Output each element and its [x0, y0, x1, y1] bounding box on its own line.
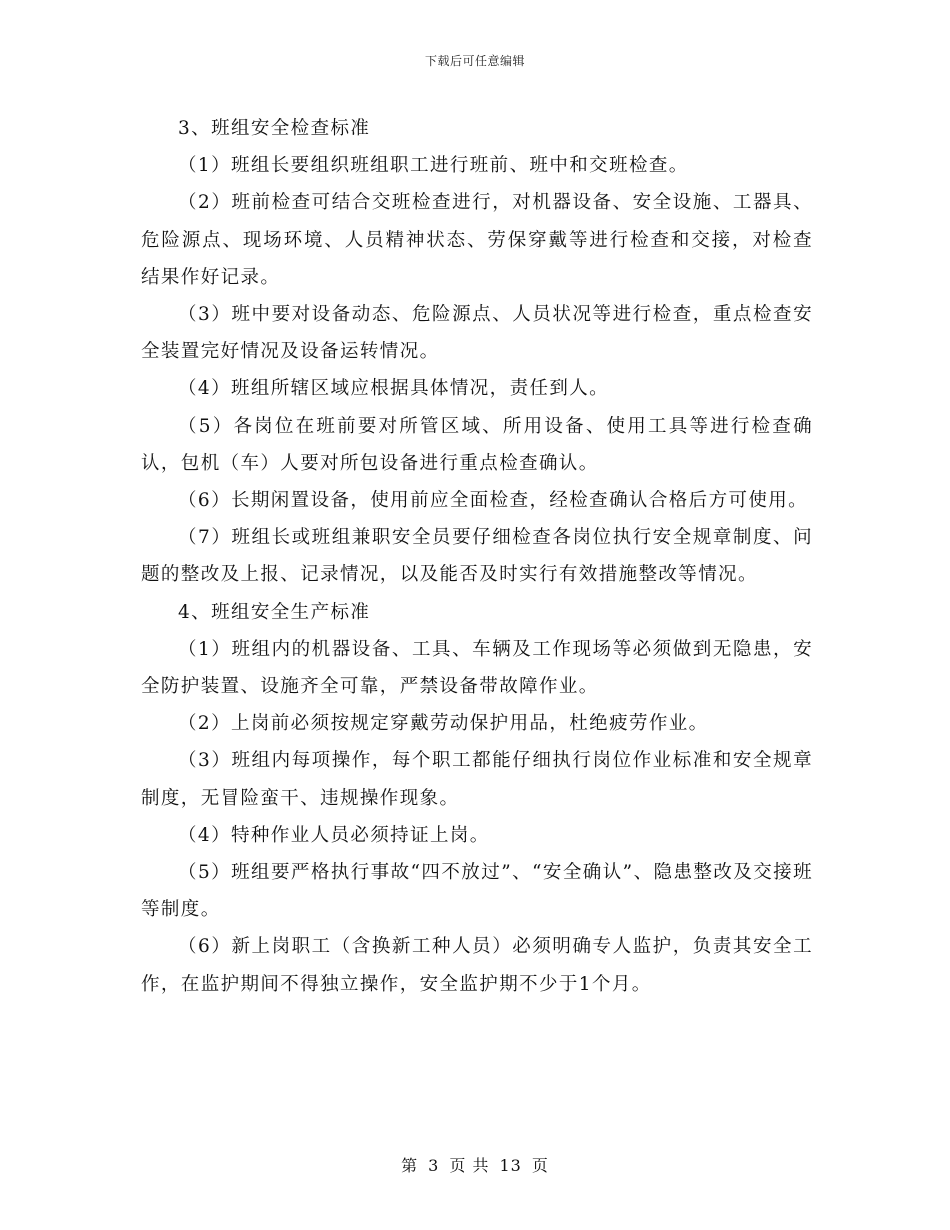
- paragraph: （1）班组长要组织班组职工进行班前、班中和交班检查。: [178, 155, 689, 177]
- paragraph: （5）各岗位在班前要对所管区域、所用设备、使用工具等进行检查确认，包机（车）人要对所包设备进行重点检查确认。: [141, 415, 813, 474]
- paragraph: （2）上岗前必须按规定穿戴劳动保护用品，杜绝疲劳作业。: [178, 713, 709, 735]
- document-body: [141, 110, 813, 1003]
- paragraph: （3）班组内每项操作，每个职工都能仔细执行岗位作业标准和安全规章制度，无冒险蛮干、违规操作现象。: [141, 750, 813, 809]
- footer-suffix: 页: [531, 1156, 549, 1175]
- page-number-footer: [0, 1155, 950, 1177]
- paragraph: （4）特种作业人员必须持证上岗。: [178, 824, 490, 846]
- total-pages-number: 13: [499, 1156, 522, 1175]
- page-header: 下载后可任意编辑: [424, 54, 525, 68]
- footer-middle: 页 共: [449, 1156, 490, 1175]
- paragraph: （2）班前检查可结合交班检查进行，对机器设备、安全设施、工器具、危险源点、现场环境、人员精神状态、劳保穿戴等进行检查和交接，对检查结果作好记录。: [141, 192, 813, 288]
- paragraph: （7）班组长或班组兼职安全员要仔细检查各岗位执行安全规章制度、问题的整改及上报、记录情况，以及能否及时实行有效措施整改等情况。: [141, 527, 813, 586]
- paragraph: （6）新上岗职工（含换新工种人员）必须明确专人监护，负责其安全工作，在监护期间不得独立操作，安全监护期不少于1个月。: [141, 936, 813, 995]
- footer-prefix: 第: [401, 1156, 419, 1175]
- paragraph: （3）班中要对设备动态、危险源点、人员状况等进行检查，重点检查安全装置完好情况及设备运转情况。: [141, 304, 813, 363]
- current-page-number: 3: [428, 1156, 440, 1175]
- paragraph: （5）班组要严格执行事故“四不放过”、“安全确认”、隐患整改及交接班等制度。: [141, 862, 813, 921]
- section-heading-4: 4、班组安全生产标准: [178, 601, 371, 623]
- paragraph: （1）班组内的机器设备、工具、车辆及工作现场等必须做到无隐患，安全防护装置、设施齐全可靠，严禁设备带故障作业。: [141, 638, 813, 698]
- section-heading-3: 3、班组安全检查标准: [178, 118, 371, 139]
- paragraph: （4）班组所辖区域应根据具体情况，责任到人。: [178, 378, 610, 400]
- paragraph: （6）长期闲置设备，使用前应全面检查，经检查确认合格后方可使用。: [178, 490, 809, 512]
